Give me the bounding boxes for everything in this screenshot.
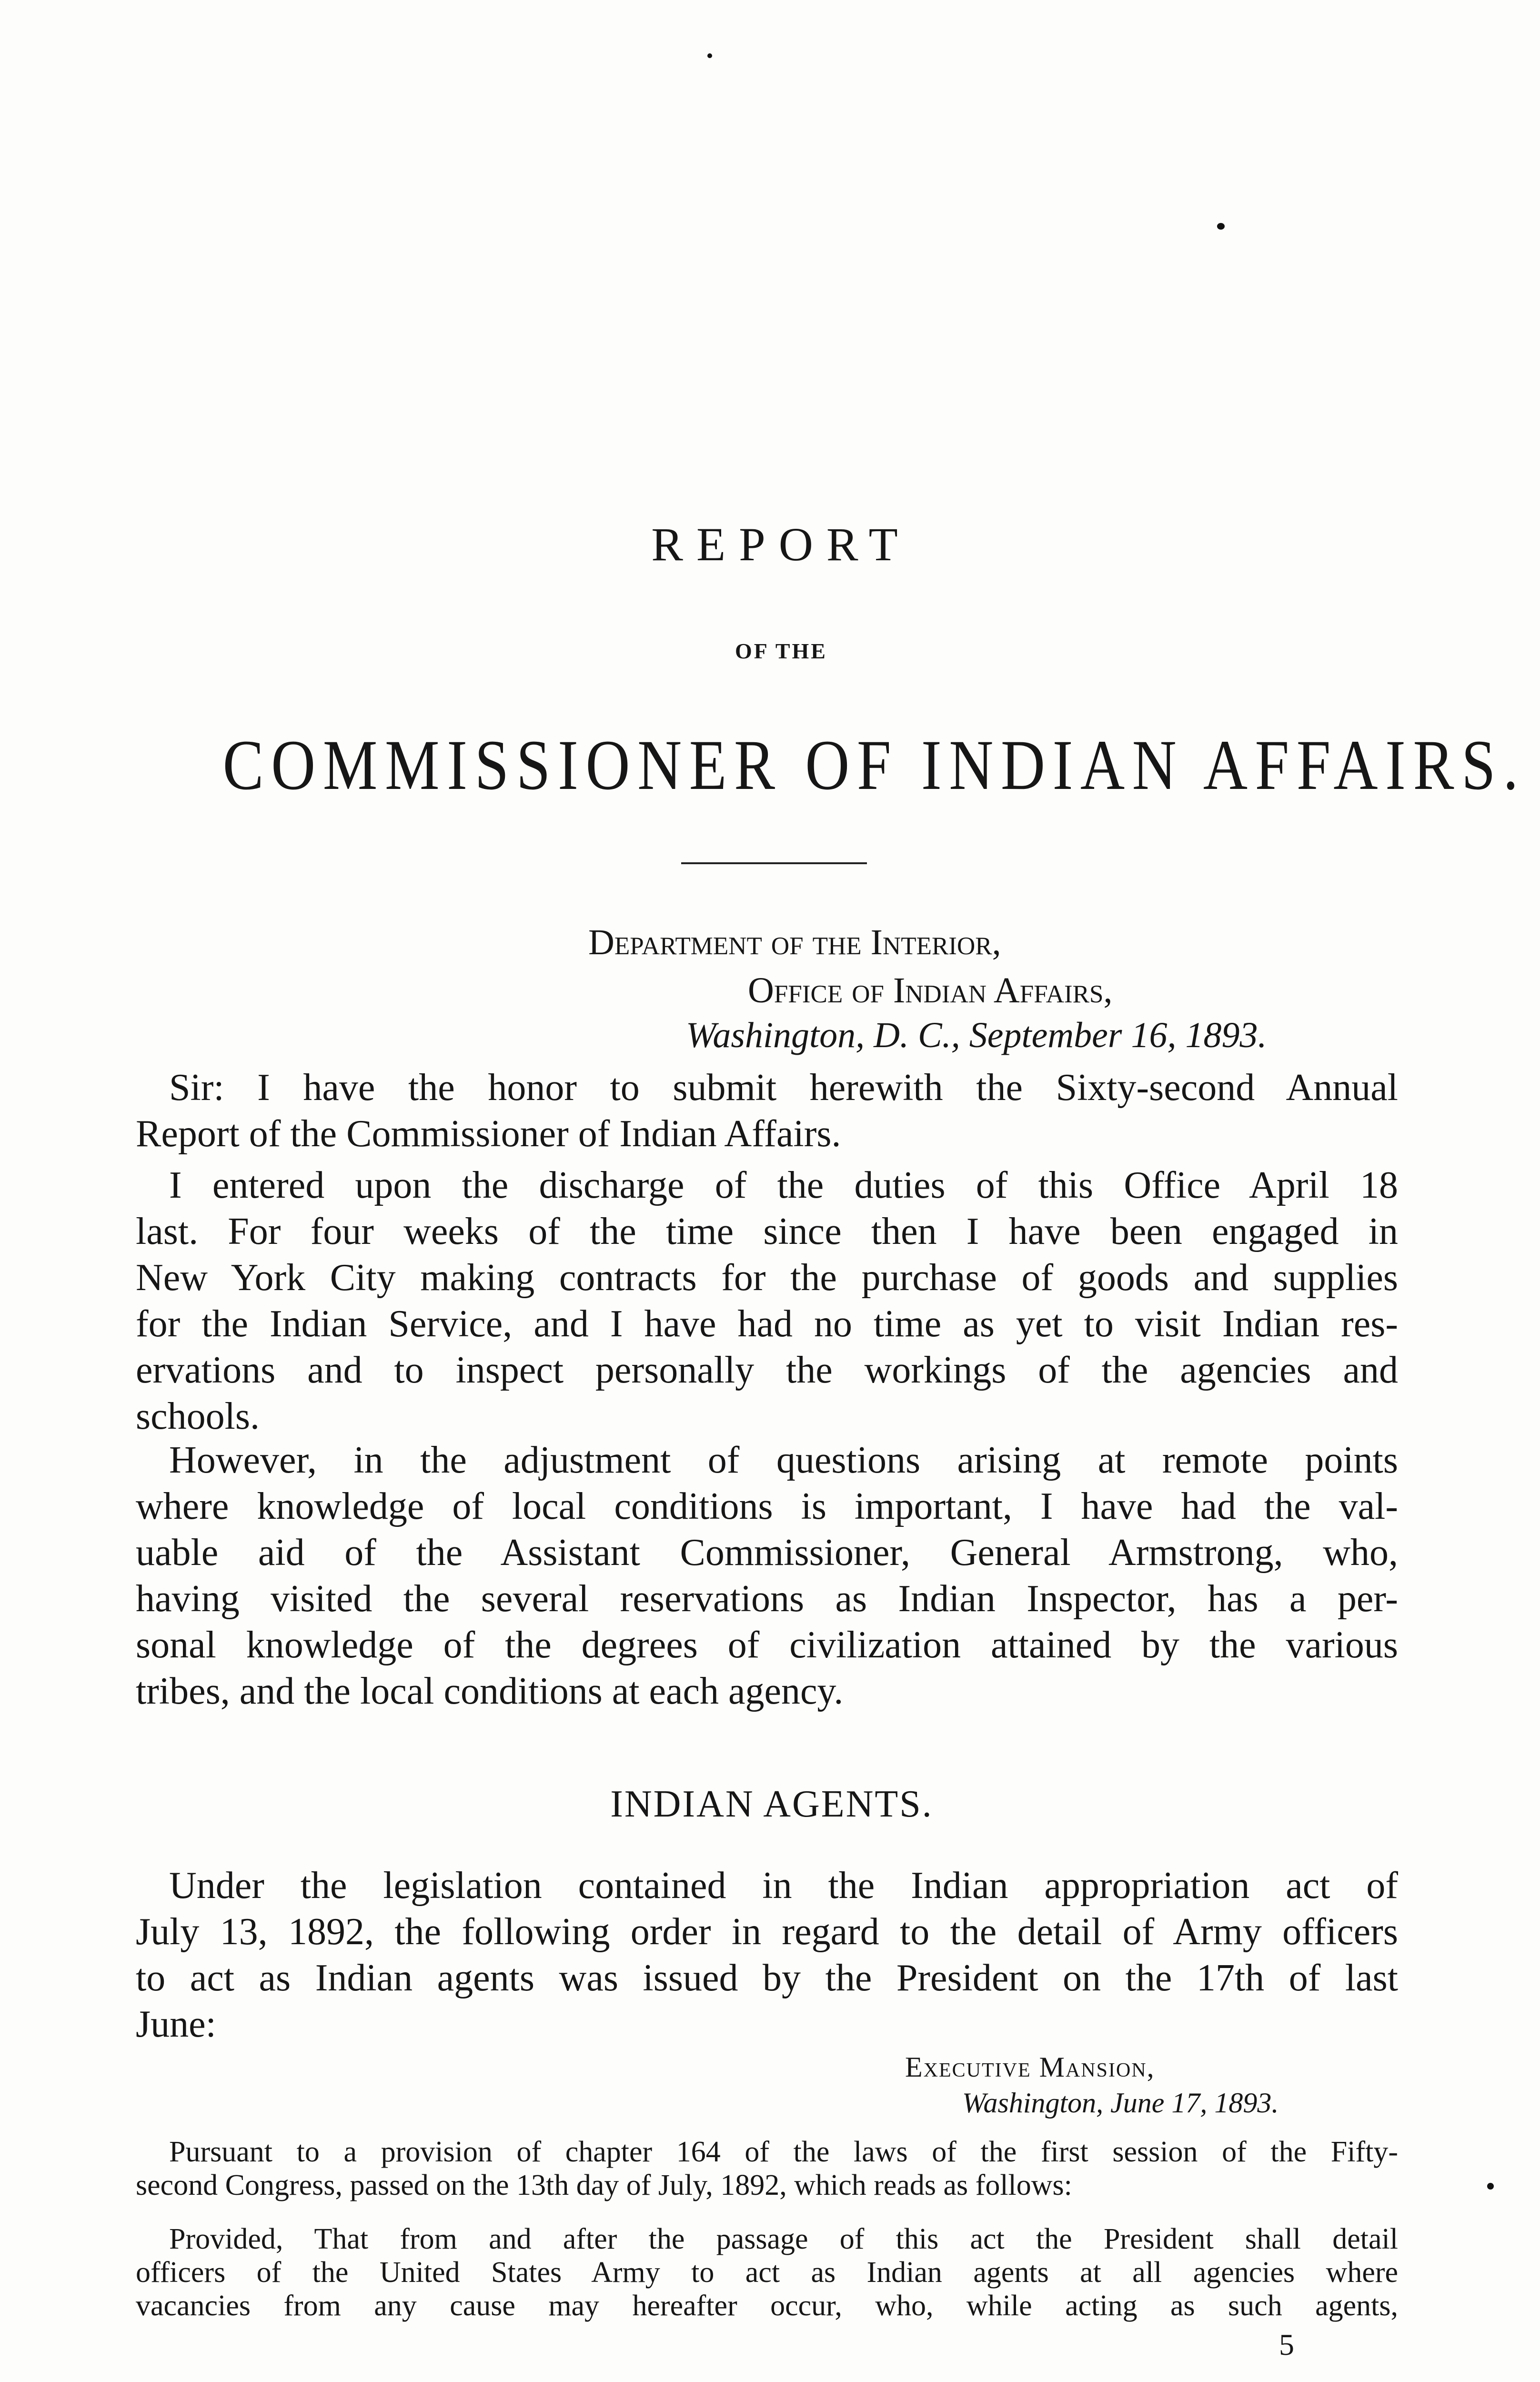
report-title: REPORT <box>651 518 911 571</box>
paragraph-sir <box>136 1065 1398 1157</box>
paragraph-legislation <box>136 1863 1398 2048</box>
page-number: 5 <box>1279 2328 1294 2362</box>
text-line: last. For four weeks of the time since then I have been engaged in <box>136 1211 1398 1252</box>
paragraph-however <box>136 1437 1398 1715</box>
report-main-title: COMMISSIONER OF INDIAN AFFAIRS. <box>222 726 1526 805</box>
text-line: schools. <box>136 1395 260 1437</box>
text-line: sonal knowledge of the degrees of civilization attained by the various <box>136 1624 1398 1666</box>
text-line: Report of the Commissioner of Indian Affairs. <box>136 1113 841 1155</box>
text-line: tribes, and the local conditions at each agency. <box>136 1670 844 1712</box>
address-date-line: Washington, D. C., September 16, 1893. <box>686 1015 1267 1055</box>
text-line: New York City making contracts for the purchase of goods and supplies <box>136 1257 1398 1299</box>
text-line: Under the legislation contained in the Indian appropriation act of <box>169 1865 1398 1907</box>
address-department: Department of the Interior, <box>588 922 1001 962</box>
text-line: June: <box>136 2003 216 2045</box>
scan-speck <box>707 53 712 58</box>
report-subtitle: OF THE <box>735 639 827 663</box>
text-line: second Congress, passed on the 13th day of July, 1892, which reads as follows: <box>136 2169 1072 2201</box>
text-line: I entered upon the discharge of the duties of this Office April 18 <box>169 1164 1398 1206</box>
text-line: to act as Indian agents was issued by the President on the 17th of last <box>136 1957 1398 1999</box>
text-line: having visited the several reservations as Indian Inspector, has a per- <box>136 1578 1398 1620</box>
scan-speck <box>1487 2183 1494 2190</box>
paragraph-entered <box>136 1162 1398 1440</box>
text-line: Sir: I have the honor to submit herewith the Sixty-second Annual <box>169 1067 1398 1109</box>
text-line: for the Indian Service, and I have had no time as yet to visit Indian res- <box>136 1303 1398 1345</box>
text-line: officers of the United States Army to act as Indian agents at all agencies where <box>136 2256 1398 2289</box>
text-line: However, in the adjustment of questions arising at remote points <box>169 1439 1398 1481</box>
executive-date-line: Washington, June 17, 1893. <box>962 2087 1279 2119</box>
text-line: where knowledge of local conditions is important, I have had the val- <box>136 1485 1398 1527</box>
text-line: vacancies from any cause may hereafter occur, who, while acting as such agents, <box>136 2290 1398 2322</box>
section-heading: INDIAN AGENTS. <box>610 1783 933 1825</box>
executive-mansion-heading: Executive Mansion, <box>905 2051 1155 2083</box>
text-line: ervations and to inspect personally the workings of the agencies and <box>136 1349 1398 1391</box>
address-office: Office of Indian Affairs, <box>748 970 1113 1010</box>
text-line: July 13, 1892, the following order in regard to the detail of Army officers <box>136 1911 1398 1953</box>
text-line: uable aid of the Assistant Commissioner, General Armstrong, who, <box>136 1532 1398 1574</box>
paragraph-pursuant <box>136 2135 1398 2202</box>
scan-speck <box>1217 223 1225 230</box>
title-rule <box>681 862 867 864</box>
text-line: Provided, That from and after the passage of this act the President shall detail <box>169 2223 1398 2255</box>
text-line: Pursuant to a provision of chapter 164 of the laws of the first session of the Fifty- <box>169 2136 1398 2168</box>
paragraph-provided <box>136 2222 1398 2322</box>
